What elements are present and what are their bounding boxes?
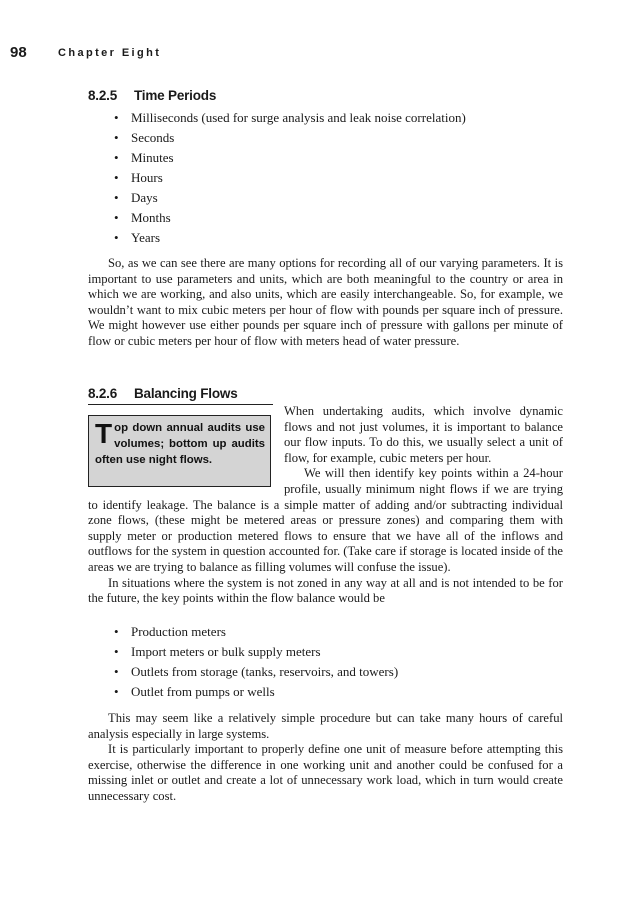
list-item: • Years <box>114 228 466 248</box>
section-heading-balancing-flows <box>88 386 238 401</box>
paragraph: So, as we can see there are many options for recording all of our varying parameters. It is important to use parameters and units, which are both meaningful to the country or area in which we are working, and also units, which are easily interchangeable. So, for example, we wouldn’t want to mix cubic meters per hour of flow with pounds per square inch of pressure. We might however use either pounds per square inch of pressure with gallons per minute of flow or cubic meters per hour of flow with meters head of water pressure. <box>88 256 563 348</box>
balancing-flows-body <box>88 404 563 607</box>
list-item: • Outlet from pumps or wells <box>114 682 398 702</box>
section-title: Balancing Flows <box>134 386 238 401</box>
paragraph: It is particularly important to properly define one unit of measure before attempting this exercise, otherwise the difference in one working unit and another could be confused for a missing inlet or outlet and create a lot of unnecessary work load, which in turn would create unnecessary cost. <box>88 742 563 803</box>
list-item: • Days <box>114 188 466 208</box>
list-item: • Hours <box>114 168 466 188</box>
page-number: 98 <box>10 44 27 61</box>
callout-top-rule <box>88 404 273 405</box>
chapter-title: Chapter Eight <box>58 47 162 59</box>
list-item: • Production meters <box>114 622 398 642</box>
list-item: • Months <box>114 208 466 228</box>
paragraph: In situations where the system is not zoned in any way at all and is not intended to be for the future, the key points within the flow balance would be <box>88 575 563 606</box>
list-item: • Minutes <box>114 148 466 168</box>
paragraph: This may seem like a relatively simple procedure but can take many hours of careful analysis especially in large systems. <box>88 711 563 741</box>
callout-box-wrapper <box>88 404 276 496</box>
callout-box <box>88 415 271 487</box>
flow-balance-key-points-list <box>114 622 398 702</box>
list-item: • Outlets from storage (tanks, reservoirs, and towers) <box>114 662 398 682</box>
list-item: • Import meters or bulk supply meters <box>114 642 398 662</box>
section-number: 8.2.6 <box>88 386 118 401</box>
paragraph: We will then identify key points within a 24-hour profile, usually minimum night flows if we are trying to identify leakage. The balance is a simple matter of adding and/or subtracting individual zone flows, (these might be metered areas or pressure zones) and comparing them with supply meter or production metered flows to ensure that we have all of the inflows and outflows for the system in question accounted for. (Take care if storage is located inside of the areas we are trying to balance as filling volumes will confuse the issue). <box>88 466 563 574</box>
list-item: • Seconds <box>114 128 466 148</box>
section-heading-time-periods <box>88 88 216 103</box>
section-number: 8.2.5 <box>88 88 118 103</box>
list-item: • Milliseconds (used for surge analysis and leak noise correlation) <box>114 108 466 128</box>
callout-text: op down annual audits use volumes; bottom up audits often use night flows. <box>95 422 265 466</box>
section-title: Time Periods <box>134 88 217 103</box>
time-periods-list <box>114 108 466 248</box>
paragraph: When undertaking audits, which involve dynamic flows and not just volumes, it is important to balance our flow inputs. To do this, we usually select a unit of flow, for example, cubic meters per hour. <box>284 404 563 465</box>
callout-dropcap: T <box>95 418 113 449</box>
